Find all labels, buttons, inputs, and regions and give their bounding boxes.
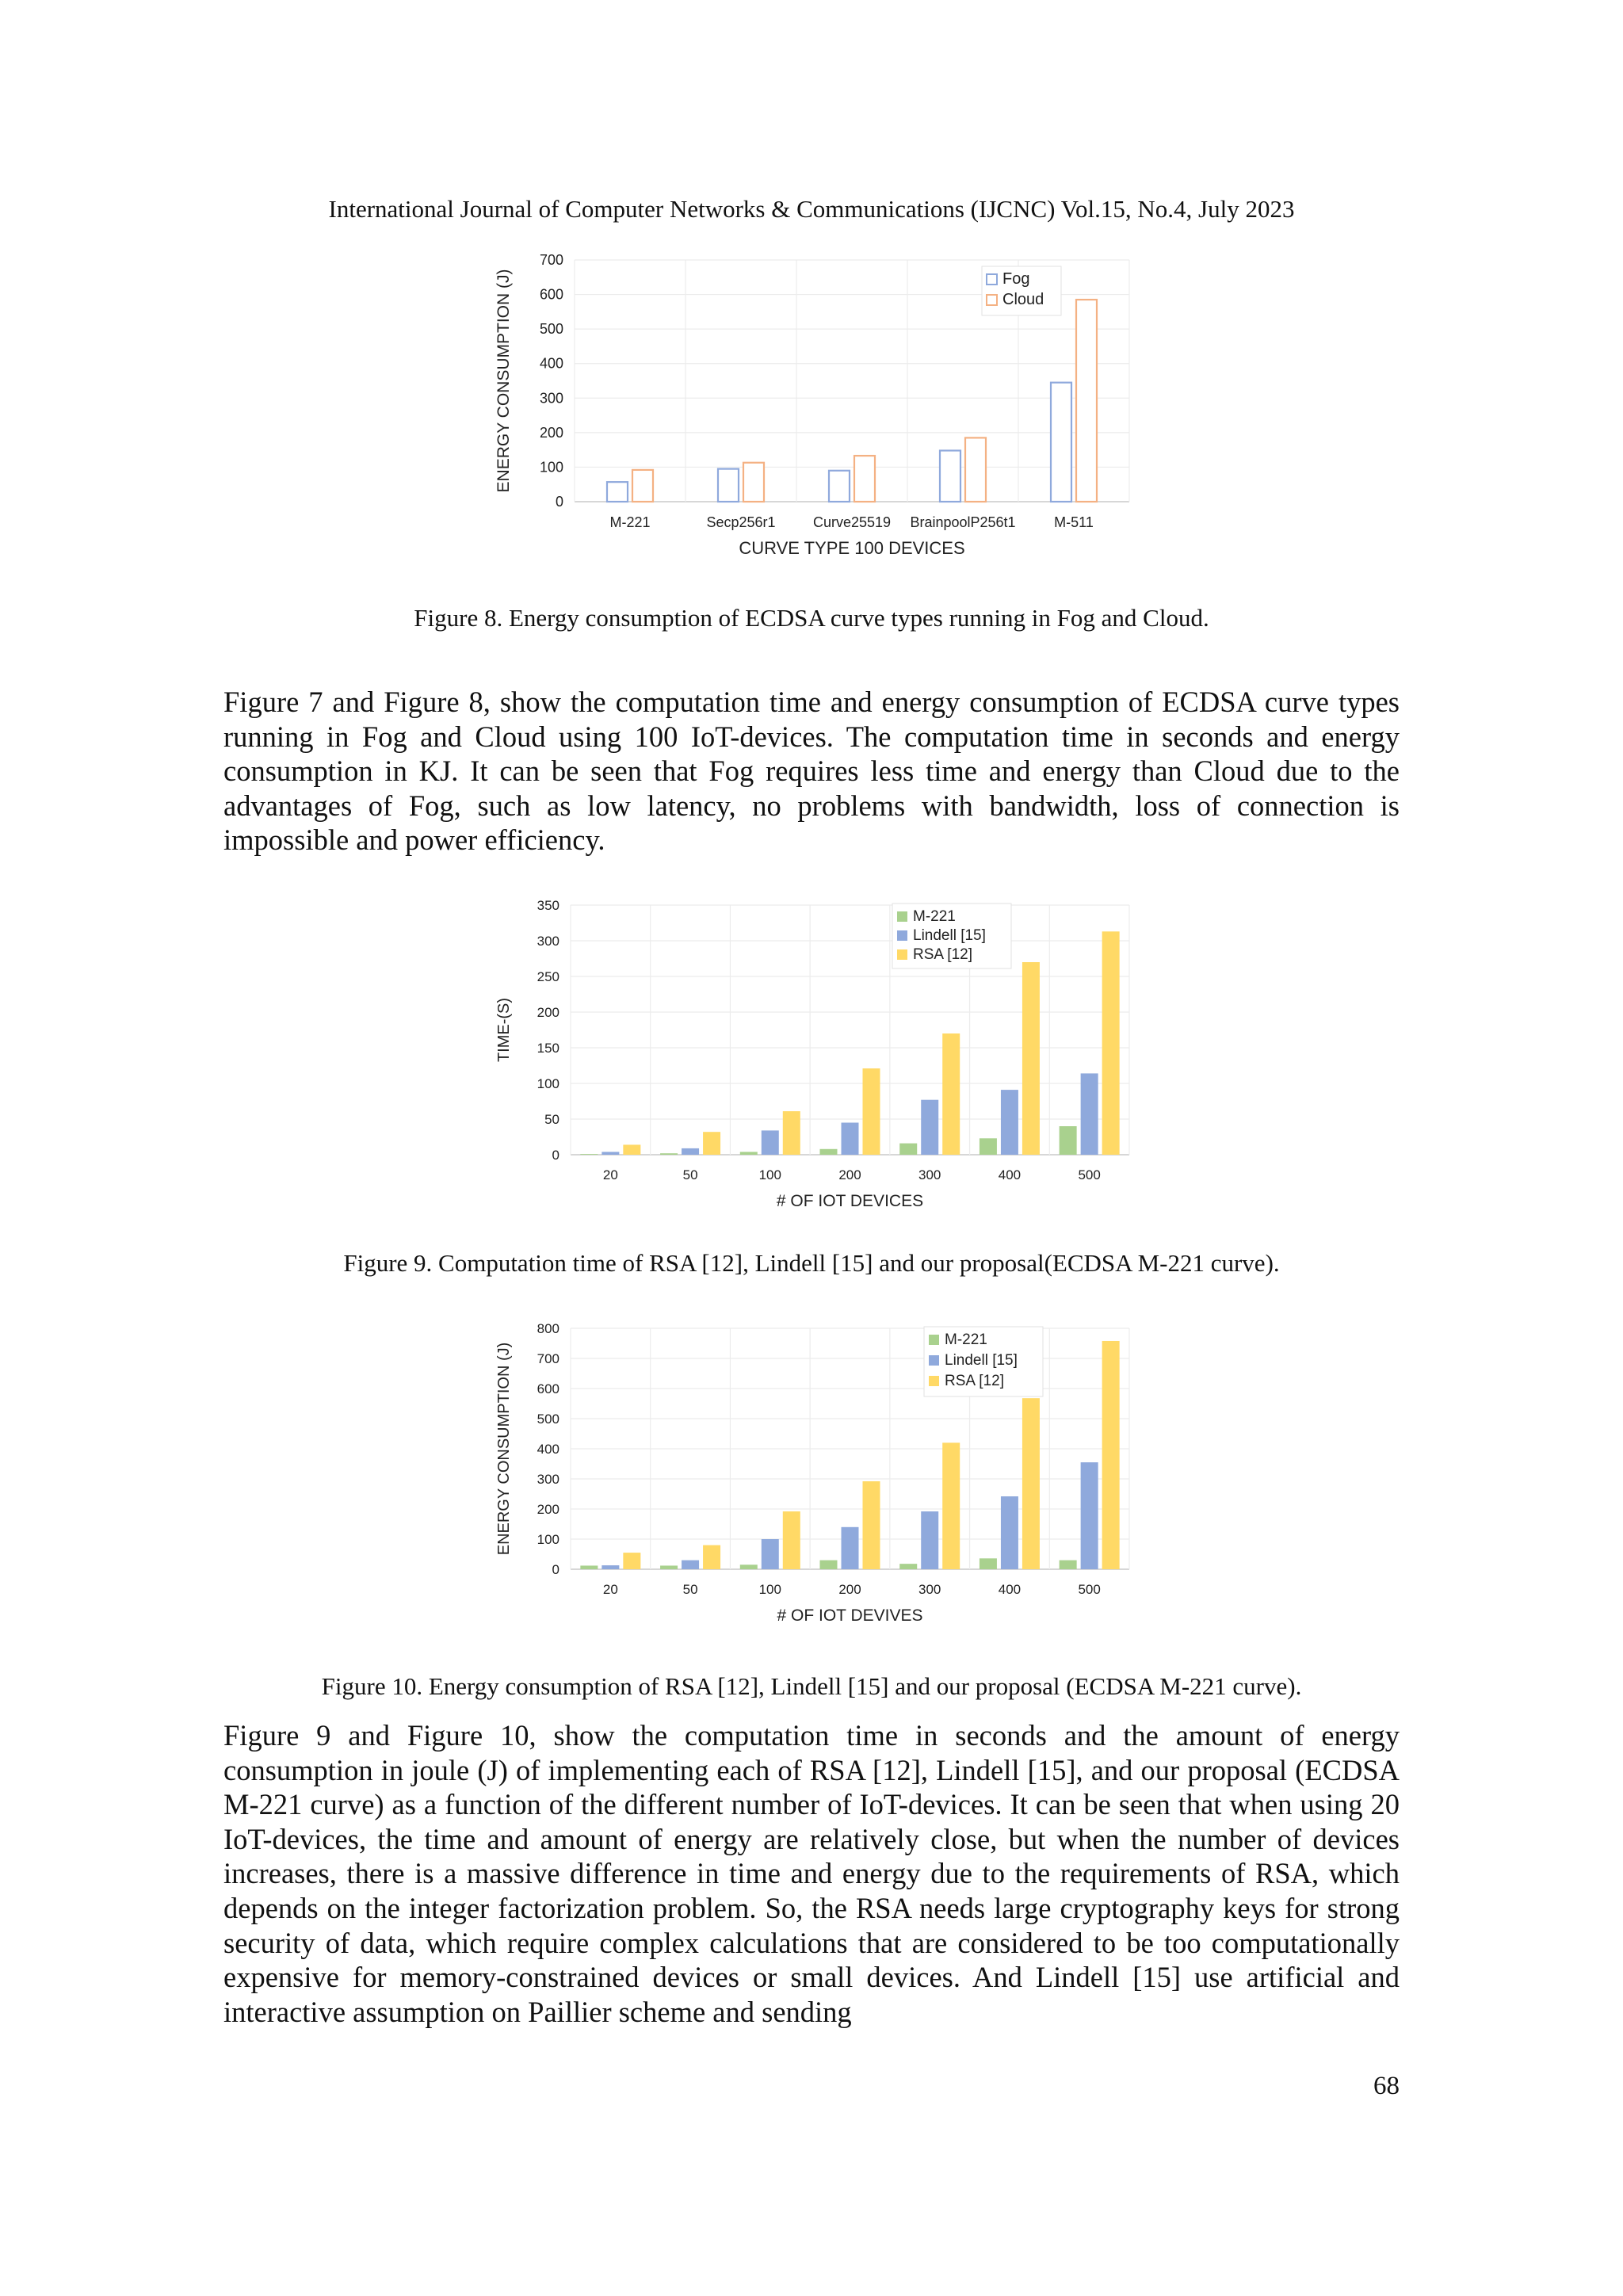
bar-lindell-15--100	[762, 1130, 779, 1155]
y-tick-label: 600	[537, 1381, 559, 1396]
legend-label: M-221	[945, 1331, 987, 1348]
y-tick-label: 200	[537, 1502, 559, 1517]
x-tick-label: 20	[602, 1167, 618, 1182]
bar-lindell-15--200	[842, 1123, 859, 1156]
x-axis-label: # OF IOT DEVICES	[776, 1192, 924, 1210]
bar-rsa-12--200	[863, 1068, 880, 1155]
x-tick-label: 50	[682, 1167, 698, 1182]
bar-cloud-m-221	[632, 470, 653, 502]
bar-rsa-12--50	[703, 1132, 720, 1155]
legend-label: Cloud	[1002, 291, 1044, 308]
y-tick-label: 500	[537, 1412, 559, 1427]
x-tick-label: M-511	[1054, 514, 1094, 530]
y-tick-label: 800	[537, 1321, 559, 1336]
y-tick-label: 150	[537, 1041, 559, 1056]
bar-cloud-brainpoolp256t1	[965, 437, 986, 502]
x-axis-label: CURVE TYPE 100 DEVICES	[739, 538, 965, 558]
bar-lindell-15--300	[921, 1511, 938, 1569]
x-tick-label: 400	[998, 1582, 1022, 1597]
legend-swatch	[929, 1376, 939, 1386]
bar-m-221-100	[740, 1152, 758, 1155]
bar-m-221-20	[580, 1154, 598, 1155]
x-tick-label: 20	[602, 1582, 618, 1597]
paragraph-2: Figure 9 and Figure 10, show the computation time in seconds and the amount of energy consumption in joule (J) of implementing each of RSA [12], Lindell [15], and our proposal (ECDSA M-221 curve) as a function of the different number of IoT-devices. It can be seen that when using 20 IoT-devices, the time and amount of energy are relatively close, but when the number of devices increases, there is a massive difference in time and energy due to the requirements of RSA, which depends on the integer factorization problem. So, the RSA needs large cryptography keys for strong security of data, which require complex calculations that are considered to be too computationally expensive for memory-constrained devices or small devices. And Lindell [15] use artificial and interactive assumption on Paillier scheme and sending	[223, 1719, 1400, 2028]
y-tick-label: 0	[552, 1148, 559, 1163]
paragraph-1: Figure 7 and Figure 8, show the computation time and energy consumption of ECDSA curve types running in Fog and Cloud using 100 IoT-devices. The computation time in seconds and energy consumption in KJ. It can be seen that Fog requires less time and energy than Cloud due to the advantages of Fog, such as low latency, no problems with bandwidth, loss of connection is impossible and power efficiency.	[223, 686, 1400, 857]
bar-rsa-12--500	[1102, 1341, 1120, 1569]
figure-10-caption: Figure 10. Energy consumption of RSA [12], Lindell [15] and our proposal (ECDSA M-221 curve).	[321, 1672, 1302, 1700]
page-number: 68	[1373, 2072, 1400, 2100]
legend-label: Fog	[1002, 270, 1030, 288]
y-tick-label: 200	[539, 424, 563, 441]
y-tick-label: 100	[537, 1532, 559, 1547]
bar-rsa-12--400	[1022, 962, 1040, 1155]
bar-m-221-50	[660, 1153, 678, 1155]
legend-label: Lindell [15]	[945, 1352, 1018, 1369]
y-tick-label: 700	[537, 1351, 559, 1366]
bar-fog-brainpoolp256t1	[940, 451, 960, 502]
y-tick-label: 0	[555, 494, 563, 510]
x-tick-label: 50	[682, 1582, 698, 1597]
x-tick-label: 100	[758, 1167, 781, 1182]
x-tick-label: Curve25519	[812, 514, 892, 530]
bar-rsa-12--50	[703, 1545, 720, 1569]
legend-label: Lindell [15]	[913, 927, 986, 944]
x-tick-label: Secp256r1	[706, 514, 776, 530]
bar-lindell-15--50	[682, 1148, 699, 1155]
bar-m-221-200	[820, 1149, 838, 1155]
bar-rsa-12--100	[783, 1511, 800, 1569]
bar-fog-secp256r1	[718, 469, 739, 502]
bar-cloud-secp256r1	[743, 463, 764, 502]
figure-8-chart	[491, 246, 1141, 571]
x-tick-label: 300	[918, 1167, 941, 1182]
bar-cloud-curve25519	[854, 456, 875, 502]
legend-swatch	[987, 295, 997, 305]
bar-fog-curve25519	[829, 471, 850, 502]
legend-label: RSA [12]	[945, 1373, 1004, 1389]
bar-fog-m-221	[607, 482, 628, 502]
bar-fog-m-511	[1051, 383, 1071, 502]
y-tick-label: 300	[537, 934, 559, 949]
bar-lindell-15--400	[1001, 1496, 1018, 1569]
journal-header: International Journal of Computer Networks & Communications (IJCNC) Vol.15, No.4, July 2023	[328, 195, 1295, 223]
y-tick-label: 100	[539, 459, 563, 476]
x-tick-label: 100	[758, 1582, 781, 1597]
x-tick-label: M-221	[609, 514, 651, 530]
y-tick-label: 300	[537, 1472, 559, 1487]
x-tick-label: 200	[838, 1582, 861, 1597]
bar-lindell-15--20	[601, 1152, 619, 1155]
figure-10-chart	[491, 1316, 1141, 1633]
bar-m-221-400	[980, 1138, 997, 1155]
y-tick-label: 400	[537, 1442, 559, 1457]
bar-lindell-15--50	[682, 1561, 699, 1569]
bar-lindell-15--20	[601, 1565, 619, 1569]
bar-rsa-12--500	[1102, 931, 1120, 1155]
bar-m-221-20	[580, 1565, 598, 1569]
bar-lindell-15--200	[842, 1527, 859, 1569]
x-tick-label: 300	[918, 1582, 941, 1597]
bar-m-221-500	[1060, 1561, 1077, 1569]
figure-8-caption: Figure 8. Energy consumption of ECDSA curve types running in Fog and Cloud.	[414, 604, 1209, 632]
y-tick-label: 250	[537, 969, 559, 984]
legend-label: RSA [12]	[913, 946, 972, 963]
x-tick-label: 200	[838, 1167, 861, 1182]
y-tick-label: 350	[537, 898, 559, 913]
bar-rsa-12--200	[863, 1481, 880, 1569]
bar-lindell-15--400	[1001, 1090, 1018, 1155]
legend-swatch	[929, 1335, 939, 1345]
bar-m-221-400	[980, 1558, 997, 1569]
y-axis-label: TIME-(S)	[495, 997, 513, 1063]
bar-lindell-15--500	[1081, 1462, 1098, 1569]
legend-swatch	[897, 930, 907, 941]
bar-rsa-12--300	[942, 1442, 960, 1569]
bar-lindell-15--300	[921, 1100, 938, 1155]
y-tick-label: 0	[552, 1562, 559, 1577]
y-tick-label: 100	[537, 1076, 559, 1091]
y-axis-label: ENERGY CONSUMPTION (J)	[495, 1342, 513, 1556]
bar-rsa-12--300	[942, 1033, 960, 1155]
legend-label: M-221	[913, 908, 956, 925]
bar-m-221-200	[820, 1561, 838, 1569]
y-axis-label: ENERGY CONSUMPTION (J)	[495, 269, 513, 493]
figure-9-caption: Figure 9. Computation time of RSA [12], Lindell [15] and our proposal(ECDSA M-221 curve).	[343, 1249, 1280, 1277]
bar-m-221-100	[740, 1564, 758, 1569]
y-tick-label: 300	[539, 390, 563, 407]
y-tick-label: 600	[539, 286, 563, 303]
bar-m-221-500	[1060, 1126, 1077, 1155]
bar-lindell-15--500	[1081, 1073, 1098, 1155]
bar-lindell-15--100	[762, 1539, 779, 1569]
bar-m-221-300	[899, 1564, 917, 1569]
x-tick-label: BrainpoolP256t1	[910, 514, 1016, 530]
bar-m-221-300	[899, 1144, 917, 1155]
x-axis-label: # OF IOT DEVIVES	[777, 1606, 923, 1625]
y-tick-label: 400	[539, 355, 563, 372]
legend-swatch	[987, 274, 997, 285]
y-tick-label: 200	[537, 1005, 559, 1020]
bar-rsa-12--20	[623, 1144, 640, 1155]
y-tick-label: 50	[544, 1112, 559, 1127]
x-tick-label: 500	[1078, 1167, 1101, 1182]
bar-cloud-m-511	[1076, 300, 1097, 502]
y-tick-label: 700	[539, 252, 563, 268]
y-tick-label: 500	[539, 321, 563, 338]
legend-swatch	[897, 949, 907, 960]
legend-swatch	[897, 911, 907, 922]
figure-9-chart	[491, 888, 1141, 1213]
x-tick-label: 400	[998, 1167, 1022, 1182]
legend-swatch	[929, 1355, 939, 1366]
bar-rsa-12--100	[783, 1111, 800, 1155]
bar-rsa-12--20	[623, 1553, 640, 1569]
bar-rsa-12--400	[1022, 1398, 1040, 1569]
bar-m-221-50	[660, 1565, 678, 1569]
x-tick-label: 500	[1078, 1582, 1101, 1597]
